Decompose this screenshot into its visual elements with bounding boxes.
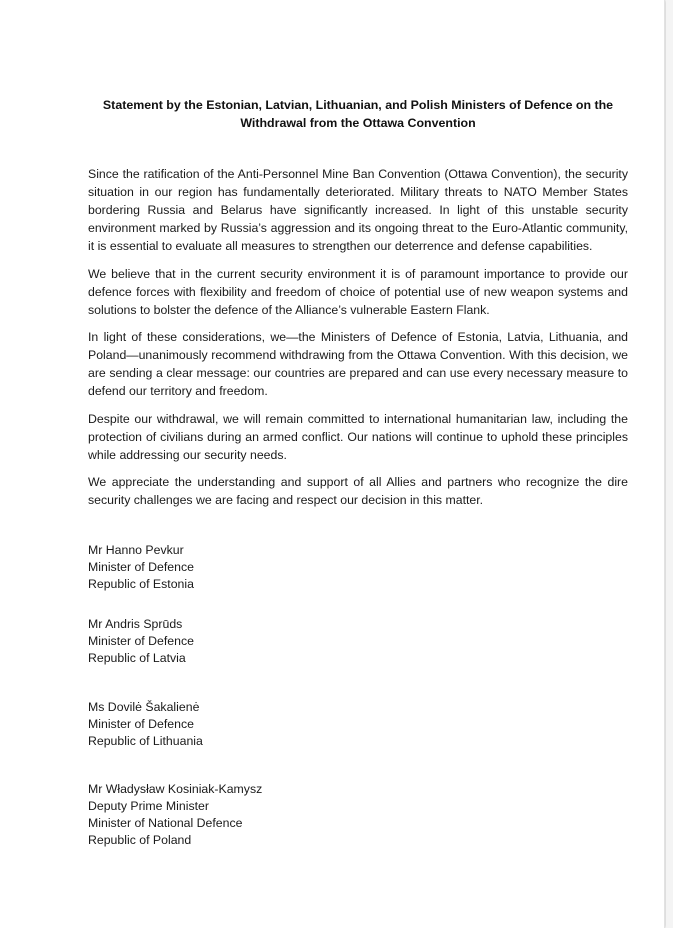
- document-body: [88, 165, 628, 519]
- signatory-role: Deputy Prime Minister: [88, 799, 209, 813]
- page-edge: [666, 0, 673, 928]
- signatory-lithuania: [88, 699, 203, 750]
- document-title: Statement by the Estonian, Latvian, Lithuanian, and Polish Ministers of Defence on the Withdrawal from the Ottawa Convention: [102, 98, 614, 130]
- signatory-name: Mr Hanno Pevkur: [88, 543, 184, 557]
- signatory-name: Ms Dovilė Šakalienė: [88, 700, 200, 714]
- paragraph: In light of these considerations, we—the Ministers of Defence of Estonia, Latvia, Lithuania, and Poland—unanimously recommend withdrawing from the Ottawa Convention. With this decision, we are sending a clear message: our countries are prepared and can use every necessary measure to defend our territory and freedom.: [88, 330, 628, 398]
- paragraph: Despite our withdrawal, we will remain committed to international humanitarian law, including the protection of civilians during an armed conflict. Our nations will continue to uphold these principles while addressing our security needs.: [88, 411, 628, 462]
- signatory-poland: [88, 781, 262, 849]
- signatory-country: Republic of Latvia: [88, 651, 186, 665]
- paragraph: We believe that in the current security environment it is of paramount importance to provide our defence forces with flexibility and freedom of choice of potential use of new weapon systems and solutions to bolster the defence of the Alliance’s vulnerable Eastern Flank.: [88, 266, 628, 317]
- signatory-role: Minister of Defence: [88, 717, 194, 731]
- signatory-name: Mr Andris Sprūds: [88, 617, 183, 631]
- signatory-country: Republic of Poland: [88, 833, 192, 847]
- signatory-country: Republic of Estonia: [88, 577, 194, 591]
- signatory-role: Minister of Defence: [88, 560, 194, 574]
- paragraph: We appreciate the understanding and support of all Allies and partners who recognize the dire security challenges we are facing and respect our decision in this matter.: [88, 475, 628, 507]
- signatory-name: Mr Władysław Kosiniak-Kamysz: [88, 782, 263, 796]
- signatory-role: Minister of Defence: [88, 634, 194, 648]
- signatory-country: Republic of Lithuania: [88, 734, 203, 748]
- signatory-estonia: [88, 542, 194, 593]
- paragraph: Since the ratification of the Anti-Personnel Mine Ban Convention (Ottawa Convention), the security situation in our region has fundamentally deteriorated. Military threats to NATO Member States bordering Russia and Belarus have significantly increased. In light of this unstable security environment marked by Russia’s aggression and its ongoing threat to the Euro-Atlantic community, it is essential to evaluate all measures to strengthen our deterrence and defense capabilities.: [88, 167, 628, 253]
- signatory-latvia: [88, 616, 194, 667]
- signatory-role-secondary: Minister of National Defence: [88, 816, 243, 830]
